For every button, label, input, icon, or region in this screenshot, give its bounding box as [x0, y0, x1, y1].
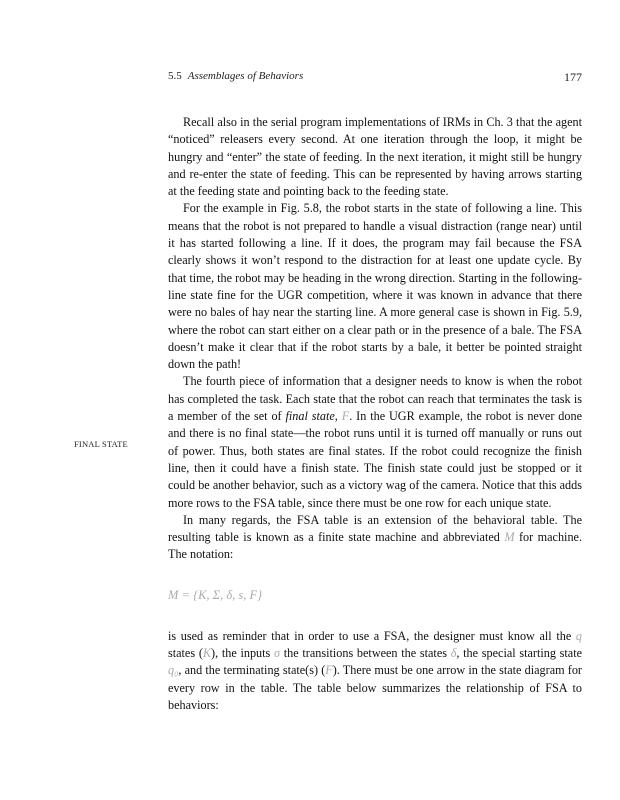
- margin-note: FINAL STATE: [74, 439, 128, 449]
- p5-text-7: ). There must be one arrow in the state diagram for every row in the table. The table below summarizes the relationship of FSA to behaviors:: [168, 663, 582, 712]
- p5-text-5: , the special starting state: [456, 646, 583, 661]
- fsa-equation: M = {K, Σ, δ, s, F}: [168, 587, 263, 602]
- p5-text-2: states (: [168, 646, 203, 661]
- p5-text-1: is used as reminder that in order to use a FSA, the designer must know all the: [168, 628, 576, 643]
- paragraph-3-text-b: . In the UGR example, the robot is never done and there is no final state—the robot runs until it is turned off manually or runs out of power. Thus, both states are final states. If the robot could recognize the finish line, then it could have a finish state. The finish state could just be stopped or it could be another behavior, such as a victory wag of the camera. Notice that this adds more rows to the FSA table, since there must be one row for each unique state.: [168, 409, 582, 510]
- emphasis-final-state: final state: [285, 409, 335, 424]
- body-text: [168, 114, 582, 714]
- symbol-f: F: [341, 409, 350, 424]
- page-number: 177: [564, 70, 582, 84]
- symbol-delta: δ: [450, 646, 457, 661]
- p5-text-3: ), the inputs: [211, 646, 275, 661]
- p5-text-6: , and the terminating state(s) (: [178, 663, 326, 678]
- p5-text-4: the transitions between the states: [280, 646, 451, 661]
- paragraph-4: [168, 512, 582, 564]
- symbol-m: M: [504, 530, 515, 545]
- symbol-sigma: σ: [274, 646, 281, 661]
- running-head: [168, 70, 582, 86]
- paragraph-5: [168, 628, 582, 714]
- paragraph-2: For the example in Fig. 5.8, the robot starts in the state of following a line. This means that the robot is not prepared to handle a visual distraction (range near) until it has started following a line. If it does, the program may fail because the FSA clearly shows it won’t respond to the distraction for at least one update cycle. By that time, the robot may be heading in the wrong direction. Starting in the following-line state fine for the UGR competition, where it was known in advance that there were no bales of hay near the starting line. A more general case is shown in Fig. 5.9, where the robot can start either on a clear path or in the presence of a bale. The FSA doesn’t make it clear that if the robot starts by a bale, it better be pointed straight down the path!: [168, 201, 582, 372]
- paragraph-1: Recall also in the serial program implementations of IRMs in Ch. 3 that the agent “noticed” releasers every second. At one iteration through the loop, it might be hungry and “enter” the state of feeding. In the next iteration, it might still be hungry and re-enter the state of feeding. This can be represented by having arrows starting at the feeding state and pointing back to the feeding state.: [168, 115, 582, 199]
- section-number: 5.5: [168, 70, 182, 82]
- symbol-q0: q₀: [168, 663, 179, 678]
- symbol-q: q: [575, 628, 582, 643]
- symbol-k: K: [202, 646, 212, 661]
- paragraph-4-text-a: In many regards, the FSA table is an extension of the behavioral table. The resulting table is known as a finite state machine and abbreviated: [168, 512, 582, 545]
- paragraph-4-text-b: for machine. The notation:: [168, 530, 582, 562]
- paragraph-3: The fourth piece of information that a designer needs to know is when the robot has completed the task. Each state that the robot can reach that terminates the task is a member of the set of final state, F. In the UGR example, the robot is never done and there is no final state—the robot runs until it is turned off manually or runs out of power. Thus, both states are final states. If the robot could recognize the finish line, then it could have a finish state. The finish state could just be stopped or it could be another behavior, such as a victory wag of the camera. Notice that this adds more rows to the FSA table, since there must be one row for each unique state.: [168, 374, 582, 510]
- section-title: Assemblages of Behaviors: [187, 70, 304, 82]
- symbol-f-terminal: F: [325, 663, 333, 678]
- paragraph-3-text-a: The fourth piece of information that a designer needs to know is when the robot has completed the task. Each state that the robot can reach that terminates the task is a member of the set of: [168, 374, 582, 424]
